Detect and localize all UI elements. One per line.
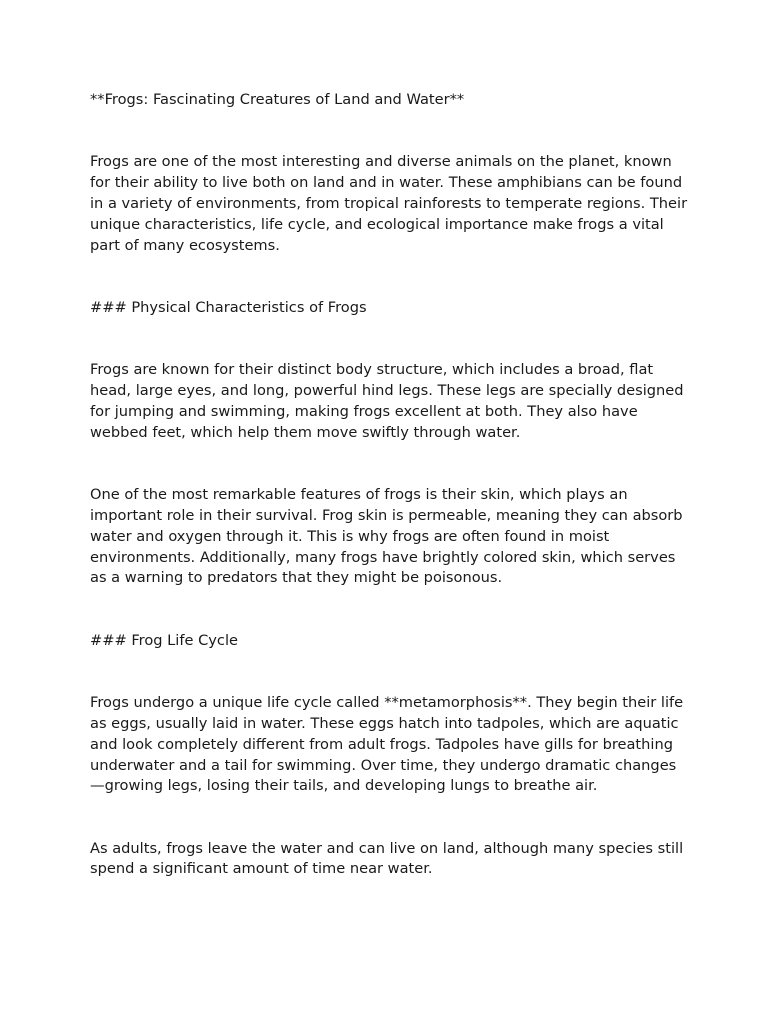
- life-cycle-paragraph-1: Frogs undergo a unique life cycle called **metamorphosis**. They begin their life as eggs, usually laid in water. These eggs hatch into tadpoles, which are aquatic and look completely different from adult frogs. Tadpoles have gills for breathing underwater and a tail for swimming. Over time, they undergo dramatic changes—growing legs, losing their tails, and developing lungs to breathe air.: [90, 694, 684, 795]
- document-title: **Frogs: Fascinating Creatures of Land and Water**: [90, 91, 465, 108]
- document-page: [90, 90, 690, 880]
- section-heading-life-cycle: ### Frog Life Cycle: [90, 631, 238, 649]
- physical-characteristics-paragraph-2: One of the most remarkable features of frogs is their skin, which plays an important role in their survival. Frog skin is permeable, meaning they can absorb water and oxygen through it. This is why frogs are often found in moist environments. Additionally, many frogs have brightly colored skin, which serves as a warning to predators that they might be poisonous.: [90, 486, 683, 587]
- intro-paragraph: Frogs are one of the most interesting and diverse animals on the planet, known for their ability to live both on land and in water. These amphibians can be found in a variety of environments, from tropical rainforests to temperate regions. Their unique characteristics, life cycle, and ecological importance make frogs a vital part of many ecosystems.: [90, 153, 688, 254]
- life-cycle-paragraph-2: As adults, frogs leave the water and can live on land, although many species still spend a significant amount of time near water.: [90, 839, 684, 878]
- physical-characteristics-paragraph-1: Frogs are known for their distinct body structure, which includes a broad, flat head, large eyes, and long, powerful hind legs. These legs are specially designed for jumping and swimming, making frogs excellent at both. They also have webbed feet, which help them move swiftly through water.: [90, 361, 684, 441]
- section-heading-physical-characteristics: ### Physical Characteristics of Frogs: [90, 298, 367, 316]
